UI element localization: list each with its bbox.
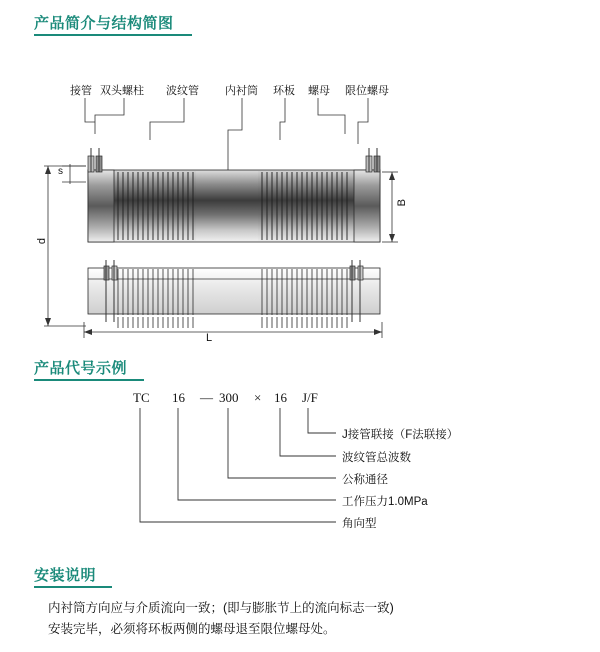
callout-label-ring-plate: 环板: [273, 85, 295, 97]
dimension-label-L: L: [206, 332, 213, 344]
install-note-2: 安装完毕，必须将环板两侧的螺母退至限位螺母处。: [48, 622, 336, 636]
code-token-pressure: 16: [172, 390, 185, 405]
legend-angular-type: 角向型: [342, 518, 377, 530]
product-code-leaders: [0, 390, 600, 555]
dimension-label-s: s: [58, 166, 63, 177]
code-token-joint: J/F: [302, 390, 318, 405]
section-title-install: 安装说明: [34, 567, 97, 584]
callout-label-bellows: 波纹管: [166, 85, 199, 97]
install-note-1: 内衬筒方向应与介质流向一致；(即与膨胀节上的流向标志一致): [48, 601, 394, 615]
dimension-label-B: B: [396, 199, 408, 207]
product-code-diagram: [0, 390, 600, 555]
code-token-diameter: 300: [219, 390, 239, 405]
section-rule-install: [34, 586, 112, 588]
callout-label-liner: 内衬筒: [225, 85, 258, 97]
structure-diagram: [0, 60, 600, 350]
callout-label-connecting-pipe: 接管: [70, 85, 92, 97]
section-rule-intro: [34, 34, 192, 36]
code-token-series: TC: [133, 390, 150, 405]
section-rule-code: [34, 379, 144, 381]
dimension-label-d: d: [36, 238, 48, 245]
callout-label-limit-nut: 限位螺母: [345, 85, 389, 97]
section-title-code: 产品代号示例: [34, 360, 128, 377]
structure-diagram-svg: [0, 60, 600, 350]
code-token-times: ×: [254, 390, 262, 405]
callout-label-nut: 螺母: [308, 85, 330, 97]
legend-nominal-diameter: 公称通径: [342, 474, 388, 486]
legend-wave-count: 波纹管总波数: [342, 452, 411, 464]
install-notes: [48, 598, 568, 640]
code-token-dash: —: [200, 390, 213, 405]
legend-working-pressure: 工作压力1.0MPa: [342, 496, 428, 508]
section-title-intro: 产品简介与结构简图: [34, 15, 174, 32]
code-token-waves: 16: [274, 390, 287, 405]
callout-label-stud-bolt: 双头螺柱: [100, 85, 144, 97]
legend-joint-type: J接管联接（F法联接）: [342, 429, 459, 441]
